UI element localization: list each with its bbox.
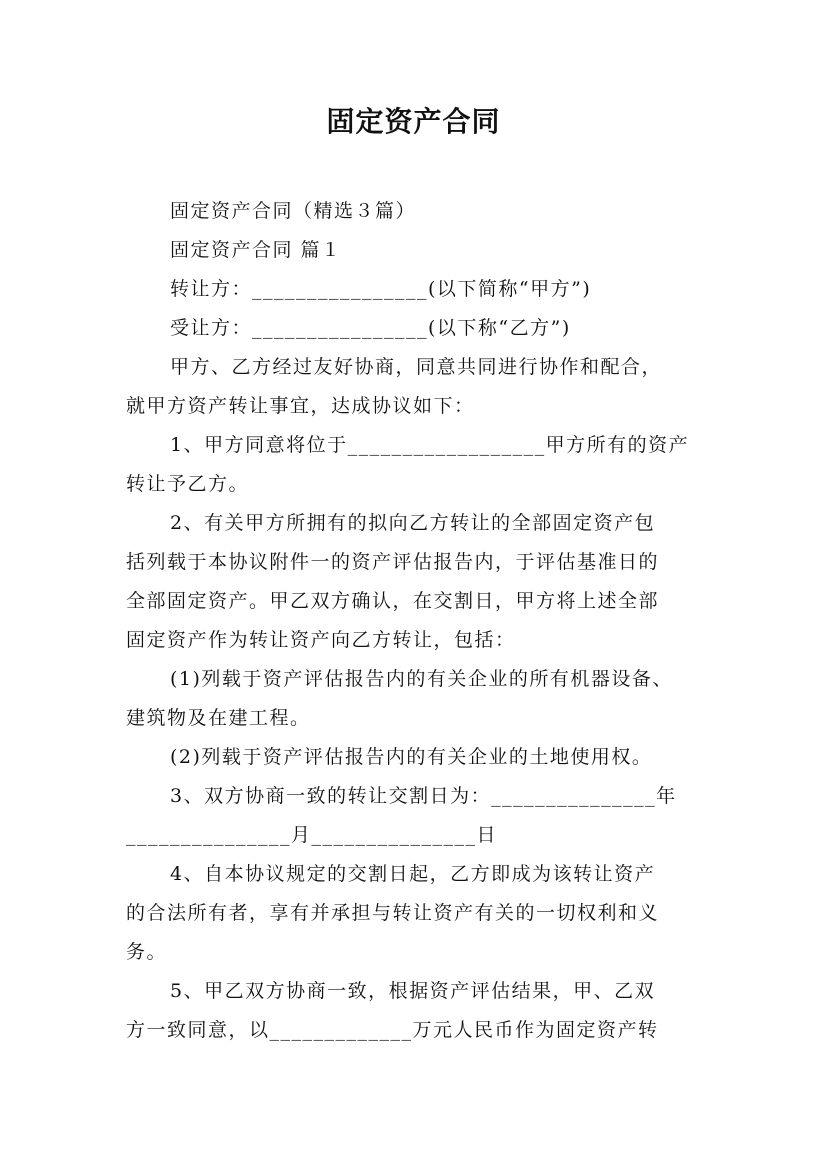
doc-line: 3、双方协商一致的转让交割日为：_______________年	[170, 785, 677, 807]
doc-line: _______________月_______________日	[126, 824, 498, 846]
doc-line: 全部固定资产。甲乙双方确认，在交割日，甲方将上述全部	[126, 590, 660, 612]
doc-line: 受让方：________________(以下称“乙方”)	[170, 317, 571, 339]
doc-line: (2)列载于资产评估报告内的有关企业的土地使用权。	[170, 746, 653, 768]
doc-line: 固定资产合同（精选３篇）	[170, 200, 417, 222]
doc-line: 建筑物及在建工程。	[126, 707, 311, 729]
doc-line: 5、甲乙双方协商一致，根据资产评估结果，甲、乙双	[170, 980, 656, 1002]
doc-line: 固定资产作为转让资产向乙方转让，包括：	[126, 629, 516, 651]
doc-line: 4、自本协议规定的交割日起，乙方即成为该转让资产	[170, 863, 656, 885]
doc-line: (1)列载于资产评估报告内的有关企业的所有机器设备、	[170, 668, 673, 690]
doc-line: 甲方、乙方经过友好协商，同意共同进行协作和配合，	[170, 356, 663, 378]
doc-line: 括列载于本协议附件一的资产评估报告内，于评估基准日的	[126, 551, 660, 573]
doc-line: 就甲方资产转让事宜，达成协议如下：	[126, 395, 475, 417]
doc-line: 务。	[126, 941, 168, 963]
doc-line: 固定资产合同 篇１	[170, 239, 342, 261]
doc-line: 方一致同意，以_____________万元人民币作为固定资产转	[126, 1019, 659, 1041]
doc-line: 1、甲方同意将位于__________________甲方所有的资产	[170, 434, 690, 456]
doc-line: 转让方：________________(以下简称“甲方”)	[170, 278, 592, 300]
doc-line: 的合法所有者，享有并承担与转让资产有关的一切权利和义	[126, 902, 660, 924]
doc-line: 2、有关甲方所拥有的拟向乙方转让的全部固定资产包	[170, 512, 656, 534]
document-title: 固定资产合同	[326, 105, 501, 138]
doc-line: 转让予乙方。	[126, 473, 250, 495]
